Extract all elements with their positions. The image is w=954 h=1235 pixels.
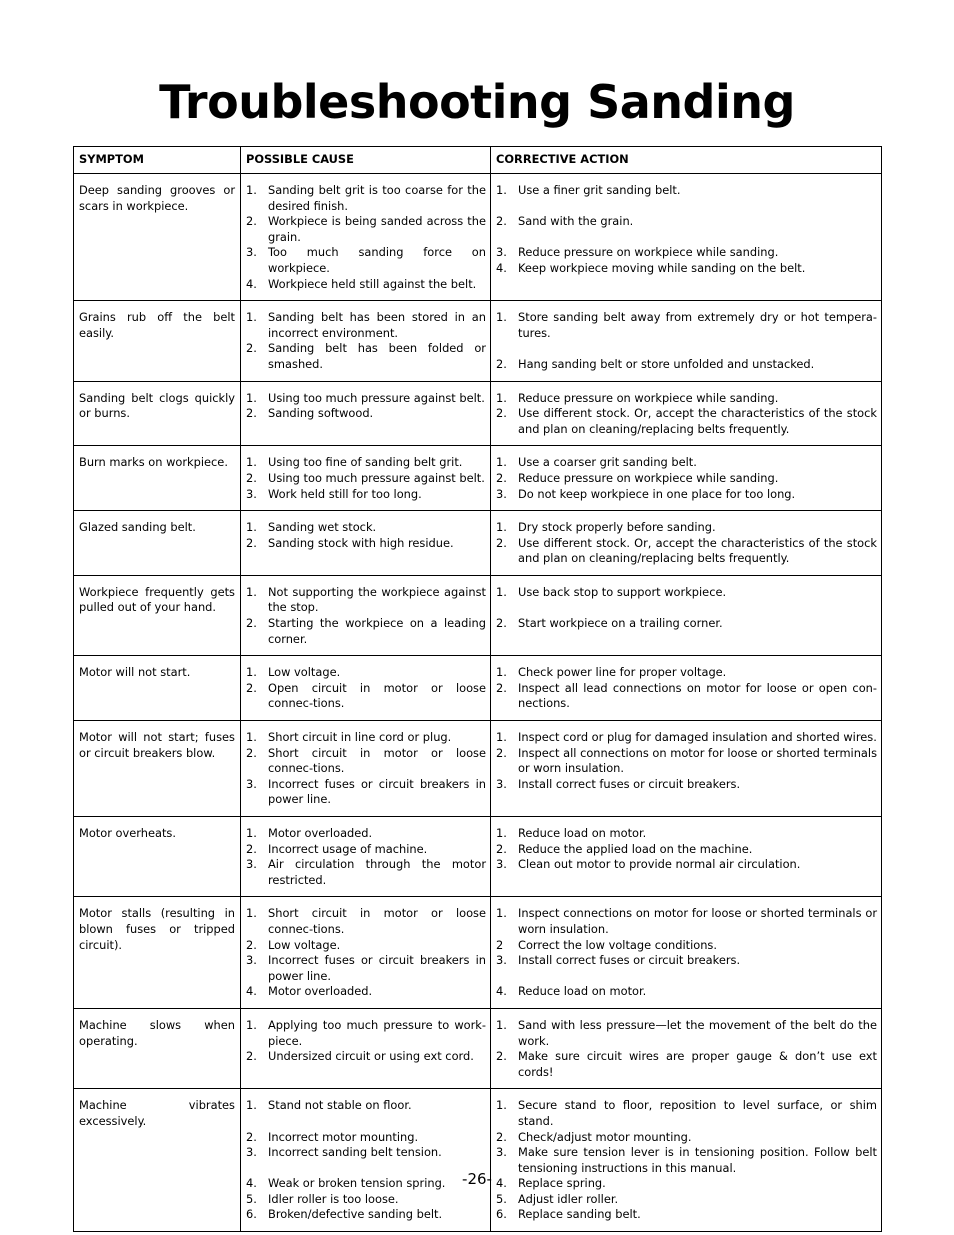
action-item — [491, 953, 881, 969]
cause-item — [241, 984, 490, 1000]
cause-text: Idler roller is too loose. — [268, 1191, 399, 1206]
action-item — [491, 984, 881, 1000]
action-item — [491, 310, 881, 341]
action-cell — [491, 817, 882, 897]
action-item — [491, 1192, 881, 1208]
action-item — [491, 471, 881, 487]
action-item — [491, 1018, 881, 1049]
cause-text: Using too much pressure against belt. — [268, 390, 485, 405]
symptom-cell: Machine vibrates excessively. — [74, 1089, 241, 1232]
cause-number: 3. — [246, 1145, 257, 1160]
table-row — [74, 511, 882, 576]
action-number: 1. — [496, 826, 507, 840]
action-cell — [491, 301, 882, 381]
cause-item — [241, 938, 490, 954]
action-text: Start workpiece on a trailing corner. — [518, 616, 723, 631]
cause-item — [241, 245, 490, 276]
cause-text: Too much sanding force on workpiece. — [268, 245, 486, 275]
action-number: 2. — [496, 535, 507, 550]
action-number: 4. — [496, 1176, 507, 1191]
cause-text: Workpiece held still against the belt. — [268, 276, 477, 291]
action-text: Use a finer grit sanding belt. — [518, 183, 681, 197]
action-text: Install correct fuses or circuit breakers. — [518, 776, 741, 791]
cause-item — [241, 1130, 490, 1146]
symptom-cell: Workpiece frequently gets pulled out of your hand. — [74, 575, 241, 655]
action-text: Replace spring. — [518, 1176, 606, 1191]
action-item — [491, 1049, 881, 1080]
cause-item — [241, 746, 490, 777]
cause-number: 3. — [246, 953, 257, 968]
cause-text: Short circuit in motor or loose connec-tions. — [268, 745, 486, 776]
action-number: 3. — [496, 776, 507, 791]
symptom-cell: Machine slows when operating. — [74, 1008, 241, 1088]
cause-cell — [241, 301, 491, 381]
action-item — [491, 455, 881, 471]
action-text: Correct the low voltage conditions. — [518, 937, 717, 952]
cause-item — [241, 665, 490, 681]
action-item — [491, 585, 881, 601]
cause-item — [241, 455, 490, 471]
table-row — [74, 575, 882, 655]
table-row — [74, 1089, 882, 1232]
cause-item — [241, 1018, 490, 1049]
action-number: 1. — [496, 183, 507, 197]
symptom-cell: Motor overheats. — [74, 817, 241, 897]
table-row — [74, 897, 882, 1009]
cause-number: 2. — [246, 214, 257, 229]
cause-text: Undersized circuit or using ext cord. — [268, 1049, 474, 1064]
action-cell — [491, 511, 882, 576]
cause-cell — [241, 1089, 491, 1232]
cause-item — [241, 183, 490, 214]
table-row — [74, 174, 882, 301]
cause-number: 2. — [246, 1129, 257, 1144]
cause-text: Not supporting the workpiece against the stop. — [268, 584, 486, 615]
cause-number: 1. — [246, 730, 257, 745]
action-number: 1. — [496, 390, 507, 405]
symptom-cell: Motor will not start. — [74, 656, 241, 721]
cause-number: 4. — [246, 276, 257, 291]
action-text: Use back stop to support workpiece. — [518, 584, 727, 599]
action-number: 3. — [496, 486, 507, 501]
action-number: 2. — [496, 470, 507, 485]
action-number: 4. — [496, 260, 507, 275]
cause-number: 3. — [246, 857, 257, 872]
action-number: 2. — [496, 1129, 507, 1144]
cause-text: Sanding softwood. — [268, 406, 374, 421]
action-number: 3. — [496, 245, 507, 260]
action-number: 5. — [496, 1191, 507, 1206]
cause-number: 2. — [246, 535, 257, 550]
action-item — [491, 1207, 881, 1223]
cause-item — [241, 777, 490, 808]
action-number: 1. — [496, 455, 507, 470]
table-row — [74, 301, 882, 381]
cause-number: 2. — [246, 341, 257, 356]
cause-item — [241, 310, 490, 341]
action-item — [491, 520, 881, 536]
cause-text: Broken/defective sanding belt. — [268, 1207, 443, 1222]
action-number: 2. — [496, 214, 507, 229]
cause-text: Incorrect motor mounting. — [268, 1129, 419, 1144]
cause-text: Weak or broken tension spring. — [268, 1176, 446, 1191]
action-cell — [491, 1089, 882, 1232]
cause-text: Incorrect sanding belt tension. — [268, 1145, 442, 1160]
cause-item — [241, 953, 490, 984]
cause-text: Using too fine of sanding belt grit. — [268, 455, 463, 470]
action-cell — [491, 721, 882, 817]
cause-cell — [241, 656, 491, 721]
header-corrective-action: CORRECTIVE ACTION — [491, 147, 882, 174]
table-row — [74, 817, 882, 897]
action-item — [491, 214, 881, 230]
action-text: Reduce load on motor. — [518, 826, 647, 840]
cause-item — [241, 406, 490, 422]
header-possible-cause: POSSIBLE CAUSE — [241, 147, 491, 174]
table-header-row — [74, 147, 882, 174]
cause-text: Incorrect usage of machine. — [268, 841, 428, 856]
cause-number: 2. — [246, 745, 257, 760]
action-number: 3. — [496, 1145, 507, 1160]
action-text: Make sure circuit wires are proper gauge & don’t use ext cords! — [518, 1049, 877, 1079]
cause-text: Low voltage. — [268, 937, 341, 952]
cause-item — [241, 681, 490, 712]
cause-text: Low voltage. — [268, 665, 341, 680]
action-text: Check/adjust motor mounting. — [518, 1129, 692, 1144]
action-text: Reduce pressure on workpiece while sanding. — [518, 470, 779, 485]
action-cell — [491, 656, 882, 721]
action-cell — [491, 446, 882, 511]
action-text: Sand with the grain. — [518, 214, 634, 229]
cause-number: 1. — [246, 665, 257, 680]
cause-item — [241, 1207, 490, 1223]
cause-text: Incorrect fuses or circuit breakers in power line. — [268, 776, 486, 807]
action-text: Replace sanding belt. — [518, 1207, 641, 1222]
action-text: Hang sanding belt or store unfolded and unstacked. — [518, 356, 815, 371]
action-item — [491, 391, 881, 407]
cause-text: Sanding belt has been stored in an incorrect environment. — [268, 310, 486, 340]
cause-text: Sanding stock with high residue. — [268, 535, 454, 550]
action-item — [491, 183, 881, 199]
cause-text: Motor overloaded. — [268, 826, 373, 840]
action-text: Inspect cord or plug for damaged insulation and shorted wires. — [518, 730, 877, 745]
action-text: Dry stock properly before sanding. — [518, 520, 716, 535]
cause-item — [241, 616, 490, 647]
action-item — [491, 536, 881, 567]
page-title: Troubleshooting Sanding — [159, 75, 795, 129]
cause-cell — [241, 511, 491, 576]
cause-cell — [241, 897, 491, 1009]
action-item — [491, 730, 881, 746]
cause-text: Open circuit in motor or loose connec-tions. — [268, 680, 486, 711]
cause-number: 2. — [246, 937, 257, 952]
cause-item — [241, 1049, 490, 1065]
cause-cell — [241, 1008, 491, 1088]
cause-text: Using too much pressure against belt. — [268, 470, 485, 485]
cause-number: 2. — [246, 841, 257, 856]
cause-number: 4. — [246, 984, 257, 999]
action-item — [491, 1130, 881, 1146]
cause-item — [241, 730, 490, 746]
cause-text: Motor overloaded. — [268, 984, 373, 999]
action-text: Store sanding belt away from extremely dry or hot tempera-tures. — [518, 310, 877, 340]
cause-text: Sanding wet stock. — [268, 520, 377, 535]
cause-item — [241, 1145, 490, 1161]
cause-number: 6. — [246, 1207, 257, 1222]
action-text: Keep workpiece moving while sanding on the belt. — [518, 260, 806, 275]
cause-number: 1. — [246, 520, 257, 535]
cause-text: Short circuit in line cord or plug. — [268, 730, 452, 745]
action-item — [491, 665, 881, 681]
action-item — [491, 746, 881, 777]
action-text: Secure stand to floor, reposition to level surface, or shim stand. — [518, 1098, 877, 1128]
cause-text: Stand not stable on floor. — [268, 1098, 412, 1113]
action-item — [491, 616, 881, 632]
cause-text: Sanding belt has been folded or smashed. — [268, 341, 486, 371]
cause-number: 1. — [246, 455, 257, 470]
action-text: Clean out motor to provide normal air circulation. — [518, 857, 801, 872]
action-number: 4. — [496, 984, 507, 999]
action-number: 1. — [496, 310, 507, 325]
action-text: Inspect connections on motor for loose or shorted terminals or worn insulation. — [518, 906, 877, 936]
action-text: Adjust idler roller. — [518, 1191, 619, 1206]
action-number: 2 — [496, 937, 504, 952]
action-number: 1. — [496, 1098, 507, 1113]
cause-item — [241, 1192, 490, 1208]
cause-number: 2. — [246, 680, 257, 695]
cause-cell — [241, 381, 491, 446]
troubleshooting-table — [73, 146, 882, 1232]
cause-text: Air circulation through the motor restricted. — [268, 857, 486, 887]
action-item — [491, 777, 881, 793]
action-text: Make sure tension lever is in tensioning position. Follow belt tensioning instructions in this manual. — [518, 1145, 877, 1175]
cause-cell — [241, 174, 491, 301]
cause-item — [241, 391, 490, 407]
cause-number: 1. — [246, 906, 257, 921]
table-body — [74, 174, 882, 1232]
cause-item — [241, 277, 490, 293]
action-text: Inspect all connections on motor for loose or shorted terminals or worn insulation. — [518, 745, 877, 776]
cause-item — [241, 487, 490, 503]
cause-number: 2. — [246, 1049, 257, 1064]
header-symptom: SYMPTOM — [74, 147, 241, 174]
action-cell — [491, 381, 882, 446]
cause-item — [241, 585, 490, 616]
action-number: 2. — [496, 616, 507, 631]
action-number: 3. — [496, 857, 507, 872]
cause-number: 1. — [246, 390, 257, 405]
action-text: Reduce the applied load on the machine. — [518, 841, 753, 856]
cause-item — [241, 341, 490, 372]
symptom-cell: Burn marks on workpiece. — [74, 446, 241, 511]
action-number: 6. — [496, 1207, 507, 1222]
action-item — [491, 245, 881, 261]
cause-cell — [241, 446, 491, 511]
cause-number: 1. — [246, 1098, 257, 1113]
cause-number: 4. — [246, 1176, 257, 1191]
action-item — [491, 406, 881, 437]
cause-number: 2. — [246, 470, 257, 485]
cause-text: Sanding belt grit is too coarse for the desired finish. — [268, 183, 486, 213]
action-text: Use a coarser grit sanding belt. — [518, 455, 697, 470]
action-number: 1. — [496, 730, 507, 745]
cause-number: 3. — [246, 486, 257, 501]
cause-number: 3. — [246, 776, 257, 791]
action-text: Do not keep workpiece in one place for too long. — [518, 486, 796, 501]
action-text: Inspect all lead connections on motor for loose or open con-nections. — [518, 680, 877, 711]
action-item — [491, 357, 881, 373]
action-item — [491, 857, 881, 873]
cause-item — [241, 857, 490, 888]
action-item — [491, 487, 881, 503]
symptom-cell: Sanding belt clogs quickly or burns. — [74, 381, 241, 446]
cause-text: Applying too much pressure to work-piece. — [268, 1017, 486, 1048]
action-item — [491, 1098, 881, 1129]
cause-item — [241, 536, 490, 552]
action-item — [491, 261, 881, 277]
action-number: 1. — [496, 665, 507, 680]
action-cell — [491, 575, 882, 655]
table-row — [74, 446, 882, 511]
cause-item — [241, 520, 490, 536]
action-text: Sand with less pressure—let the movement of the belt do the work. — [518, 1017, 877, 1048]
action-number: 1. — [496, 584, 507, 599]
action-number: 2. — [496, 1049, 507, 1064]
cause-text: Workpiece is being sanded across the grain. — [268, 214, 486, 244]
page-number: -26- — [462, 1170, 492, 1188]
cause-item — [241, 906, 490, 937]
table-row — [74, 721, 882, 817]
cause-cell — [241, 575, 491, 655]
action-number: 2. — [496, 745, 507, 760]
cause-number: 1. — [246, 584, 257, 599]
table-row — [74, 381, 882, 446]
action-text: Use different stock. Or, accept the characteristics of the stock and plan on cleaning/replacing belts frequently. — [518, 406, 877, 436]
cause-text: Starting the workpiece on a leading corner. — [268, 616, 486, 646]
cause-number: 1. — [246, 310, 257, 325]
action-item — [491, 842, 881, 858]
cause-number: 2. — [246, 616, 257, 631]
cause-text: Short circuit in motor or loose connec-tions. — [268, 906, 486, 936]
action-number: 3. — [496, 953, 507, 968]
action-item — [491, 938, 881, 954]
action-item — [491, 681, 881, 712]
cause-number: 1. — [246, 1017, 257, 1032]
cause-number: 5. — [246, 1191, 257, 1206]
action-text: Use different stock. Or, accept the characteristics of the stock and plan on cleaning/replacing belts frequently. — [518, 535, 877, 566]
symptom-cell: Motor stalls (resulting in blown fuses or tripped circuit). — [74, 897, 241, 1009]
cause-text: Incorrect fuses or circuit breakers in power line. — [268, 953, 486, 983]
action-cell — [491, 1008, 882, 1088]
action-cell — [491, 174, 882, 301]
cause-number: 3. — [246, 245, 257, 260]
cause-cell — [241, 817, 491, 897]
action-number: 1. — [496, 520, 507, 535]
action-text: Check power line for proper voltage. — [518, 665, 727, 680]
symptom-cell: Deep sanding grooves or scars in workpiece. — [74, 174, 241, 301]
cause-item — [241, 826, 490, 842]
action-text: Reduce pressure on workpiece while sanding. — [518, 390, 779, 405]
cause-item — [241, 1098, 490, 1114]
cause-number: 1. — [246, 826, 257, 840]
action-number: 1. — [496, 1017, 507, 1032]
symptom-cell: Motor will not start; fuses or circuit breakers blow. — [74, 721, 241, 817]
action-number: 2. — [496, 680, 507, 695]
action-cell — [491, 897, 882, 1009]
action-number: 2. — [496, 356, 507, 371]
cause-text: Work held still for too long. — [268, 486, 422, 501]
cause-item — [241, 214, 490, 245]
symptom-cell: Glazed sanding belt. — [74, 511, 241, 576]
action-number: 1. — [496, 906, 507, 921]
action-text: Reduce pressure on workpiece while sanding. — [518, 245, 779, 260]
action-number: 2. — [496, 841, 507, 856]
cause-number: 2. — [246, 406, 257, 421]
action-item — [491, 826, 881, 842]
action-number: 2. — [496, 406, 507, 421]
symptom-cell: Grains rub off the belt easily. — [74, 301, 241, 381]
action-text: Install correct fuses or circuit breakers. — [518, 953, 741, 968]
table-row — [74, 656, 882, 721]
cause-cell — [241, 721, 491, 817]
cause-item — [241, 842, 490, 858]
cause-number: 1. — [246, 183, 257, 197]
action-item — [491, 906, 881, 937]
table-row — [74, 1008, 882, 1088]
action-text: Reduce load on motor. — [518, 984, 647, 999]
cause-item — [241, 471, 490, 487]
